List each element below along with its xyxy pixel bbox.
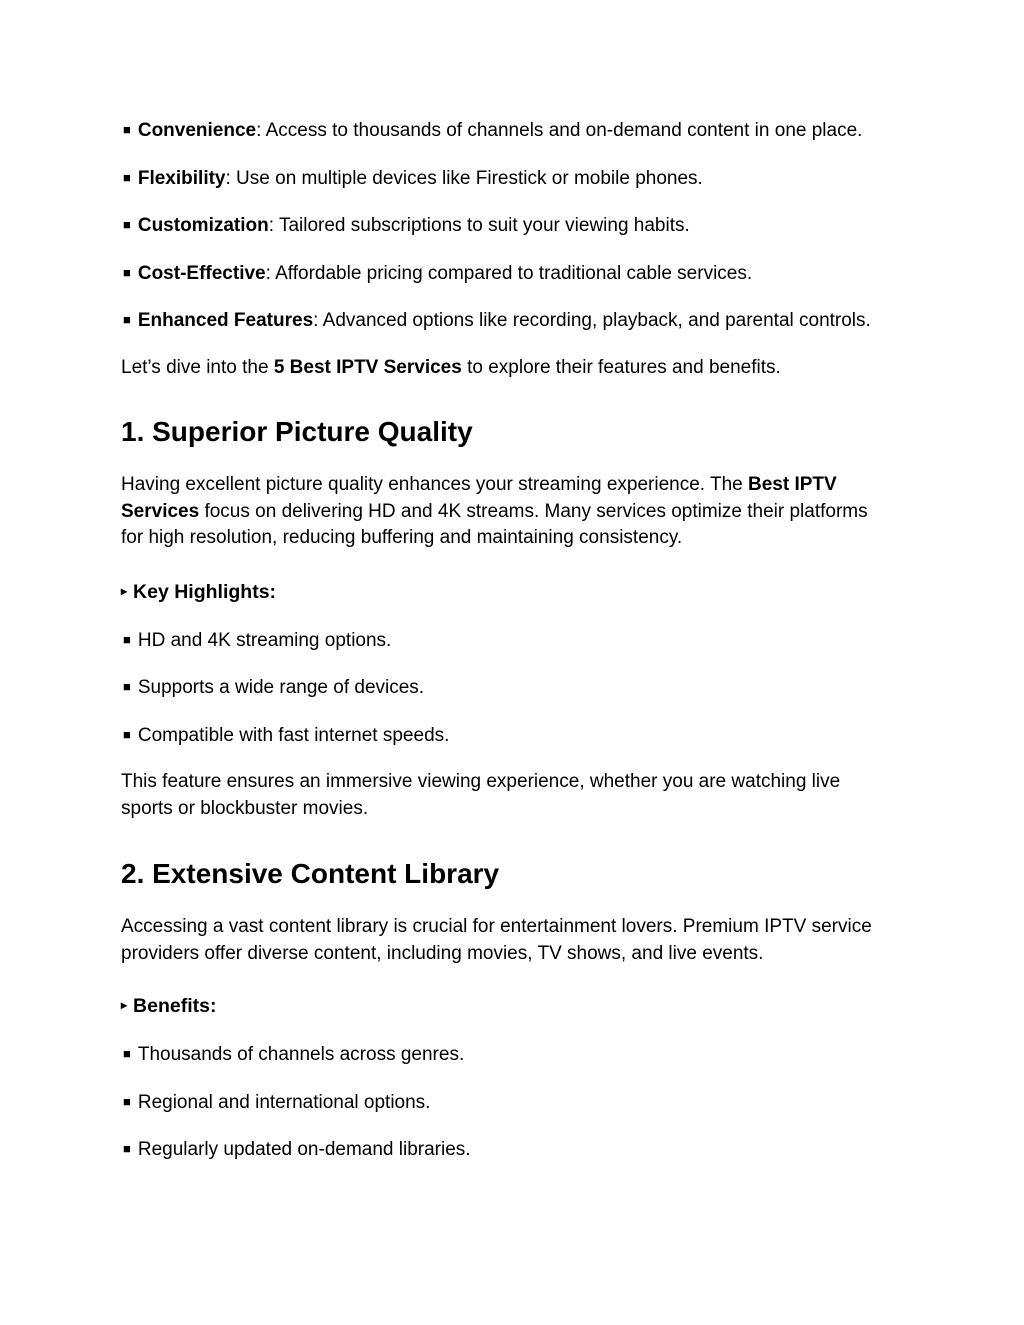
bullet-term: Flexibility (137, 167, 226, 189)
square-bullet-icon: ■ (123, 1093, 131, 1109)
intro-bold: 5 Best IPTV Services (273, 356, 462, 378)
section-2-paragraph: Accessing a vast content library is crucial for entertainment lovers. Premium IPTV service providers offer diverse content, including movies, TV shows, and live events. (121, 916, 872, 964)
square-bullet-icon: ■ (123, 1046, 131, 1061)
section-1-subheading (121, 578, 891, 605)
bullet-text: : Advanced options like recording, playback, and parental controls. (313, 310, 871, 331)
section-2-heading: 2. Extensive Content Library (121, 858, 500, 889)
benefits-list (121, 1041, 891, 1164)
triangle-bullet-icon: ▸ (121, 583, 128, 598)
list-item (121, 1041, 891, 1069)
section-1-heading: 1. Superior Picture Quality (121, 416, 473, 447)
document-page (121, 117, 891, 1184)
bullet-text: : Access to thousands of channels and on-demand content in one place. (256, 120, 863, 141)
square-bullet-icon: ■ (123, 679, 131, 694)
section-2-subheading (121, 992, 891, 1019)
list-item (121, 260, 891, 288)
subheading-label: Benefits: (133, 995, 217, 1017)
section-1-paragraph (121, 472, 891, 552)
list-item (121, 117, 891, 145)
subheading-label: Key Highlights: (133, 580, 277, 603)
square-bullet-icon: ■ (123, 1141, 131, 1156)
intro-sentence (121, 355, 891, 382)
square-bullet-icon: ■ (123, 726, 131, 742)
list-item (121, 165, 891, 193)
bullet-term: Enhanced Features (137, 310, 314, 331)
bullet-text: : Affordable pricing compared to traditional cable services. (265, 262, 753, 284)
list-item-text: Thousands of channels across genres. (137, 1044, 465, 1065)
square-bullet-icon: ■ (123, 631, 131, 647)
list-item (121, 627, 891, 655)
square-bullet-icon: ■ (123, 122, 131, 137)
list-item (121, 1089, 891, 1117)
list-item (121, 307, 891, 335)
list-item-text: Compatible with fast internet speeds. (137, 724, 450, 746)
bullet-term: Cost-Effective (137, 262, 266, 284)
intro-bullet-list (121, 117, 891, 335)
list-item-text: Regularly updated on-demand libraries. (137, 1139, 471, 1160)
list-item (121, 674, 891, 702)
para-bold: Best IPTV Services (121, 474, 837, 522)
square-bullet-icon: ■ (123, 217, 131, 232)
list-item (121, 212, 891, 240)
intro-text: Let’s dive into the (121, 356, 274, 378)
list-item-text: HD and 4K streaming options. (137, 629, 392, 651)
intro-text-end: to explore their features and benefits. (461, 356, 781, 378)
square-bullet-icon: ■ (123, 169, 131, 185)
bullet-text: : Use on multiple devices like Firestick or mobile phones. (225, 167, 703, 189)
highlights-list (121, 627, 891, 750)
list-item (121, 1136, 891, 1164)
bullet-term: Convenience (137, 120, 257, 141)
square-bullet-icon: ■ (123, 264, 131, 280)
bullet-term: Customization (137, 215, 269, 236)
para-text: Having excellent picture quality enhances your streaming experience. The (121, 474, 748, 495)
para-text-end: focus on delivering HD and 4K streams. Many services optimize their platforms for high resolution, reducing buffering and maintaining consistency. (121, 500, 868, 548)
list-item-text: Supports a wide range of devices. (137, 677, 425, 698)
list-item (121, 722, 891, 750)
list-item-text: Regional and international options. (137, 1091, 431, 1113)
triangle-bullet-icon: ▸ (121, 998, 128, 1012)
square-bullet-icon: ■ (123, 312, 131, 327)
section-1-closing: This feature ensures an immersive viewing experience, whether you are watching live sports or blockbuster movies. (121, 771, 841, 819)
bullet-text: : Tailored subscriptions to suit your viewing habits. (268, 215, 690, 236)
